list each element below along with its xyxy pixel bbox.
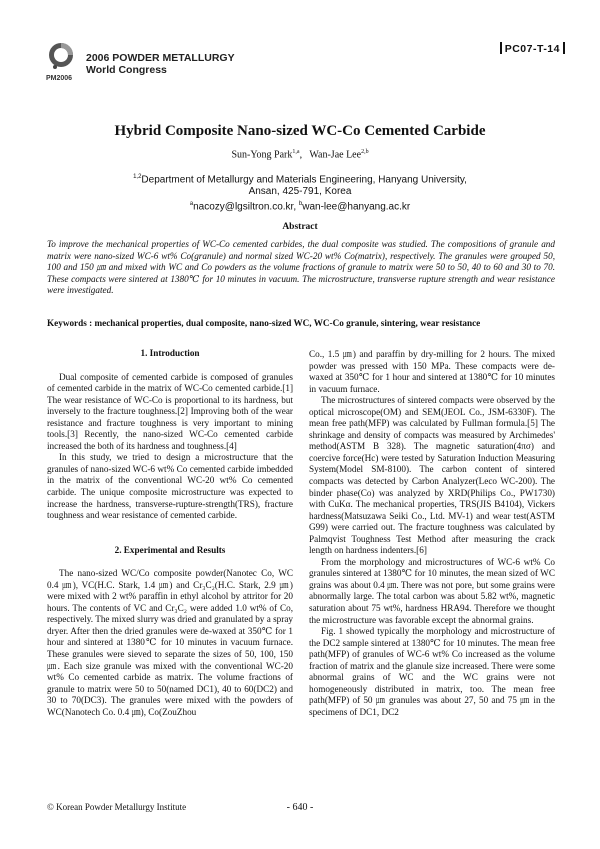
experimental-heading: 2. Experimental and Results bbox=[114, 544, 226, 555]
affil-sup: 1,2 bbox=[133, 174, 142, 180]
abstract-heading: Abstract bbox=[282, 222, 318, 232]
right-column bbox=[309, 349, 555, 719]
right-paragraph-1: Co., 1.5 ㎛) and paraffin by dry-milling for 2 hours. The mixed powder was pressed with 150 MPa. These compacts were de-waxed at 350℃ for 1 hour and sintered at 1380℃ for 10 minutes in vacuum furnace. bbox=[309, 349, 555, 394]
conference-line2: World Congress bbox=[86, 64, 167, 76]
affil-line2: Ansan, 425-791, Korea bbox=[248, 186, 352, 198]
paper-code-text: PC07-T-14 bbox=[504, 43, 560, 55]
author-2-sup: 2,b bbox=[361, 149, 369, 155]
intro-heading: 1. Introduction bbox=[140, 348, 200, 358]
intro-paragraph-1: Dual composite of cemented carbide is composed of granules of cemented carbide in the matrix of WC-Co cemented carbide.[1] The wear resistance of WC-Co is proportional to its hardness, but inversely to the fracture toughness.[2] Improving both of the wear resistance and fracture toughness is very important to mining tools.[3] Recently, the nano-sized WC-Co cemented carbide increased the both of its hardness and toughness.[4] bbox=[47, 371, 293, 451]
paper-title: Hybrid Composite Nano-sized WC-Co Cemented Carbide bbox=[114, 123, 486, 139]
author-1: Sun-Yong Park bbox=[231, 149, 293, 161]
conference-name bbox=[86, 52, 235, 76]
email-a: nacozy@lgsiltron.co.kr, bbox=[193, 201, 299, 213]
copyright: © Korean Powder Metallurgy Institute bbox=[47, 802, 187, 812]
conference-line1: 2006 POWDER METALLURGY bbox=[86, 52, 235, 64]
affil-line1: Department of Metallurgy and Materials Engineering, Hanyang University, bbox=[141, 174, 467, 186]
affiliation bbox=[0, 171, 600, 214]
author-1-sup: 1,a bbox=[292, 149, 300, 155]
author-2: Wan-Jae Lee bbox=[309, 149, 362, 161]
authors: Sun-Yong Park$^{1,a}$, Wan-Jae Lee$^{2,b}$ bbox=[231, 149, 369, 161]
experimental-paragraph-1: The nano-sized WC/Co composite powder(Nanotec Co, WC 0.4 ㎛), VC(H.C. Stark, 1.4 ㎛) and Cr₃C₂(H.C. Stark, 2.9 ㎛) were mixed with 2 wt% paraffin in ethyl alcohol by attritor for 20 hours. The contents of VC and Cr₃C₂ were added 1.0 wt% of Co, respectively. The mixed slurry was dried and granulated by a spray dryer. After then the dried granules were de-waxed at 350℃ for 1 hour and sintered at 1380℃ for 10 minutes in vacuum furnace. These granules were sieved to separate the sizes of 50, 100, 150 ㎛. Each size granule was mixed with the conventional WC-20 wt% Co cemented carbide as matrix. The volume fractions of granule to matrix were 50 to 50(named DC1), 40 to 60(DC2) and 30 to 70(DC3). The granules were mixed with the powders of WC(Nanotech Co. 0.4 ㎛), Co(ZouZhou bbox=[47, 568, 293, 717]
intro-paragraph-2: In this study, we tried to design a microstructure that the granules of nano-sized WC-6 wt% Co cemented carbide imbedded in the matrix of the conventional WC-20 wt% Co cemented carbide. The unique composite microstructure was expected to increase the hardness, transverse-rupture-strength(TRS), fracture toughness and wear resistance of cemented carbide. bbox=[47, 452, 293, 521]
page-number: - 640 - bbox=[286, 802, 314, 813]
email-b: wan-lee@hanyang.ac.kr bbox=[302, 201, 411, 213]
logo-text: PM2006 bbox=[46, 75, 73, 82]
pm2006-logo bbox=[46, 42, 76, 82]
right-paragraph-4: Fig. 1 showed typically the morphology and microstructure of the DC2 sample sintered at 1380℃ for 10 minutes. The mean free path(MFP) of granules of WC-6 wt% Co increased as the volume fraction of matrix and the glanule size increased. There were some abnormal grains of WC and the WC grains were not homogeneously distributed in matrix, too. The mean free path(MFP) of 50 ㎛ granules was about 27, 50 and 75 ㎛ in the specimens of DC1, DC2 bbox=[309, 626, 555, 717]
left-column bbox=[47, 348, 293, 718]
email-a-sup: a bbox=[189, 201, 194, 208]
keywords: Keywords : mechanical properties, dual composite, nano-sized WC, WC-Co granule, sintering, wear resistance bbox=[47, 318, 481, 328]
abstract-text: To improve the mechanical properties of WC-Co cemented carbides, the dual composite was studied. The compositions of granule and matrix were nano-sized WC-6 wt% Co(granule) and normal sized WC-20 wt% Co(matrix), respectively. The granules were grouped 50, 100 and 150 ㎛ and mixed with WC and Co powders as the volume fractions of granule to matrix were 50 to 50, 40 to 60 and 30 to 70. These compacts were sintered at 1380℃ for 10 minutes in vacuum. The microstructure, transverse rupture strength and wear resistance were investigated. bbox=[47, 239, 555, 296]
paper-code bbox=[497, 42, 568, 55]
email-b-sup: b bbox=[298, 201, 303, 208]
right-paragraph-3: From the morphology and microstructures of WC-6 wt% Co granules sintered at 1380℃ for 10 minutes, the mean sized of WC grains was about 0.4 ㎛. There was not pore, but some grains were abnormally large. The total carbon was about 5.82 wt%, magnetic saturation about 75 wt%, hardness HRA94. Therefore we thought the microstructure was favorable except the abnormal grains. bbox=[309, 556, 555, 625]
right-paragraph-2: The microstructures of sintered compacts were observed by the optical microscope(OM) and SEM(JEOL Co., JSM-6330F). The mean free path(MFP) was calculated by Fullman formula.[5] The shrinkage and density of compacts was measured by Archimedes' method(ASTM B 328). The magnetic saturation(4πσ) and coercive force(Hc) were tested by Saturation Induction Measuring System(Model SM-8100). The carbon content of sintered compacts was detected by Carbon Analyzer(Leco WC-200). The binder phase(Co) was analyzed by XRD(Philips Co., PW1730) with CuKα. The mechanical properties, TRS(JIS B4104), Vickers hardness(Matsuzawa Seiki Co., Ltd. MV-1) and wear test(ASTM G99) were carried out. The fracture toughness was calculated by Palmqvist Toughness Test Method after measuring the crack length on hardness indenters.[6] bbox=[309, 395, 555, 556]
